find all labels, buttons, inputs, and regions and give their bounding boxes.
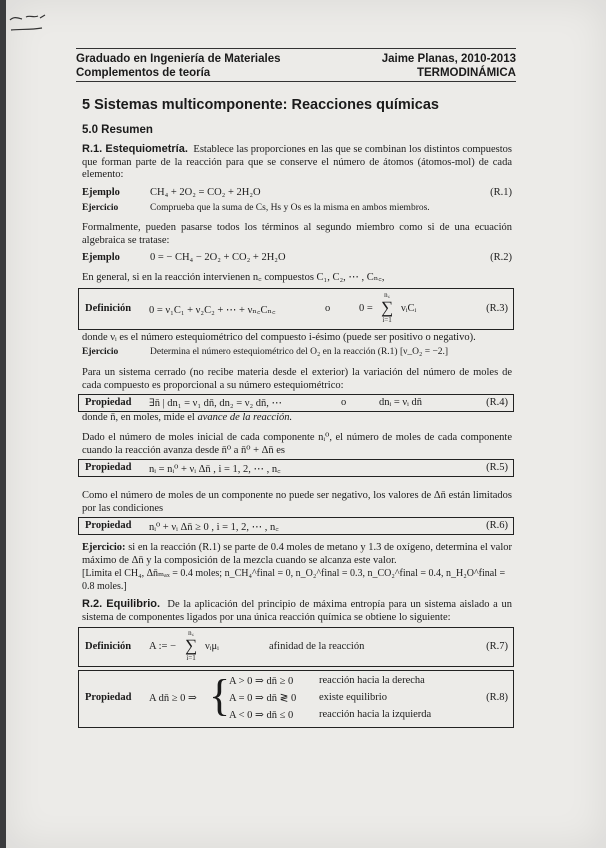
sum-lower-limit-r7: i=1 bbox=[186, 654, 196, 662]
propiedad-label-r8: Propiedad bbox=[85, 692, 132, 703]
eq-ref-r2: (R.2) bbox=[490, 252, 512, 263]
r1-ejemplo2-row bbox=[82, 252, 512, 265]
case-1-text: reacción hacia la derecha bbox=[319, 675, 425, 686]
property-box-r6 bbox=[78, 517, 514, 535]
header-topic: TERMODINÁMICA bbox=[416, 67, 516, 79]
prop-r4-equation-2: dnᵢ = νᵢ dn̄ bbox=[379, 397, 422, 408]
property-box-r8 bbox=[78, 670, 514, 728]
property-box-r5 bbox=[78, 459, 514, 477]
header-program: Graduado en Ingeniería de Materiales bbox=[76, 53, 281, 65]
general-paragraph: En general, si en la reacción intervienen n꜀ compuestos C₁, C₂, ⋯ , Cₙ꜀, bbox=[82, 272, 385, 283]
ejercicio-label: Ejercicio bbox=[82, 203, 119, 213]
formal-paragraph: Formalmente, pueden pasarse todos los términos al segundo miembro como si de una ecuación algebraica se tratase: bbox=[82, 222, 512, 246]
eq-ref-r5: (R.5) bbox=[486, 462, 508, 473]
ejercicio2-label: Ejercicio bbox=[82, 347, 119, 357]
case-1-condition: A > 0 ⇒ dn̄ ≥ 0 bbox=[229, 676, 294, 687]
ejemplo-label: Ejemplo bbox=[82, 187, 120, 198]
left-brace: { bbox=[209, 671, 231, 720]
r1-intro-text: Establece las proporciones en las que se combinan los distintos compuestos que forman parte de la reacción para que se conserve el número de átomos (átomos-mol) de cada elemento: bbox=[82, 144, 512, 180]
document-page bbox=[6, 0, 606, 848]
eq-ref-r8: (R.8) bbox=[486, 692, 508, 703]
r1-ejercicio-row bbox=[82, 202, 512, 215]
donde2-text: donde n̄, en moles, mide el bbox=[82, 412, 198, 423]
header-author-years: Jaime Planas, 2010-2013 bbox=[381, 53, 516, 65]
section-title: 5 Sistemas multicomponente: Reacciones químicas bbox=[82, 97, 439, 113]
def-equation-1: 0 = ν₁C₁ + ν₂C₂ + ⋯ + νₙ꜀Cₙ꜀ bbox=[149, 305, 276, 316]
ejemplo2-label: Ejemplo bbox=[82, 252, 120, 263]
como-paragraph: Como el número de moles de un componente no puede ser negativo, los valores de Δn̄ están limitados por las condiciones bbox=[82, 490, 512, 514]
donde-paragraph: donde νᵢ es el número estequiométrico del compuesto i-ésimo (puede ser positivo o negativo). bbox=[82, 332, 476, 343]
ejemplo2-equation: 0 = − CH₄ − 2O₂ + CO₂ + 2H₂O bbox=[150, 252, 286, 263]
definition-box-r3 bbox=[78, 288, 514, 330]
summation-operator: n꜀ ∑ i=1 bbox=[381, 291, 394, 324]
ejercicio-text: Comprueba que la suma de Cs, Hs y Os es la misma en ambos miembros. bbox=[150, 203, 430, 213]
cerrado-paragraph: Para un sistema cerrado (no recibe materia desde el exterior) la variación del número de moles de cada compuesto es proporcional a su número estequiométrico: bbox=[82, 367, 512, 391]
header-subject: Complementos de teoría bbox=[76, 67, 211, 79]
afinidad-eq-left: A := − bbox=[149, 641, 177, 652]
def-eq2-left: 0 = bbox=[359, 303, 373, 314]
case-3-condition: A < 0 ⇒ dn̄ ≤ 0 bbox=[229, 710, 294, 721]
prop-r4-or: o bbox=[341, 397, 347, 408]
afinidad-text: afinidad de la reacción bbox=[269, 641, 365, 652]
r2-heading: R.2. Equilibrio. bbox=[82, 598, 161, 610]
propiedad-label-r4: Propiedad bbox=[85, 397, 132, 408]
prop-r5-equation: nᵢ = nᵢ⁰ + νᵢ Δn̄ , i = 1, 2, ⋯ , n꜀ bbox=[149, 464, 281, 475]
ejercicio2-row bbox=[82, 346, 512, 359]
donde2-emphasis: avance de la reacción. bbox=[197, 412, 293, 423]
prop-r4-equation: ∃n̄ | dn₁ = ν₁ dn̄, dn₂ = ν₂ dn̄, ⋯ bbox=[149, 398, 283, 409]
afinidad-eq-right: νᵢμᵢ bbox=[205, 641, 219, 652]
r1-ejemplo-row bbox=[82, 187, 512, 200]
sum-lower-limit: i=1 bbox=[382, 316, 392, 324]
definicion-label: Definición bbox=[85, 303, 132, 314]
r2-intro-text: De la aplicación del principio de máxima entropía para un sistema aislado a un sistema de componentes ligados por una única reacción química se obtiene lo siguiente: bbox=[82, 599, 512, 623]
summation-operator-r7: n꜀ ∑ i=1 bbox=[185, 629, 198, 662]
dado-paragraph: Dado el número de moles inicial de cada componente nᵢ⁰, el número de moles de cada componente cuando la reacción avanza desde n̄⁰ a n̄⁰ + Δn̄ es bbox=[82, 432, 512, 456]
header-top-rule bbox=[76, 48, 516, 49]
eq-ref-r1: (R.1) bbox=[490, 187, 512, 198]
r1-intro-paragraph bbox=[82, 143, 512, 182]
header-row-2 bbox=[76, 67, 516, 79]
sum-upper-limit-r7: n꜀ bbox=[188, 629, 195, 637]
r2-intro-paragraph bbox=[82, 598, 512, 624]
definicion-label-r7: Definición bbox=[85, 641, 132, 652]
section-subtitle: 5.0 Resumen bbox=[82, 124, 153, 136]
case-2-condition: A = 0 ⇒ dn̄ ≷ 0 bbox=[229, 693, 297, 704]
header-row-1 bbox=[76, 53, 516, 65]
eq-ref-r6: (R.6) bbox=[486, 520, 508, 531]
ejemplo-equation: CH₄ + 2O₂ = CO₂ + 2H₂O bbox=[150, 187, 261, 198]
ejercicio3-label: Ejercicio: bbox=[82, 542, 126, 553]
prop-r6-equation: nᵢ⁰ + νᵢ Δn̄ ≥ 0 , i = 1, 2, ⋯ , n꜀ bbox=[149, 522, 279, 533]
case-2-text: existe equilibrio bbox=[319, 692, 387, 703]
ejercicio2-text: Determina el número estequiométrico del O₂ en la reacción (R.1) [ν_O₂ = −2.] bbox=[150, 347, 449, 357]
eq-ref-r7: (R.7) bbox=[486, 641, 508, 652]
ejercicio3-answer: [Limita el CH₄, Δn̄ₘₐₓ = 0.4 moles; n_CH₄^final = 0, n_O₂^final = 0.3, n_CO₂^final = 0.4, n_H₂O^final = 0.8 moles.] bbox=[82, 568, 506, 592]
property-box-r4 bbox=[78, 394, 514, 412]
prop-r8-lead: A dn̄ ≥ 0 ⇒ bbox=[149, 693, 197, 704]
definition-box-r7 bbox=[78, 627, 514, 667]
ejercicio3-text: si en la reacción (R.1) se parte de 0.4 moles de metano y 1.3 de oxígeno, determina el valor máximo de Δn̄ y la composición de la mezcla cuando se alcanza este valor. bbox=[82, 542, 513, 566]
propiedad-label-r5: Propiedad bbox=[85, 462, 132, 473]
case-3-text: reacción hacia la izquierda bbox=[319, 709, 432, 720]
eq-ref-r3: (R.3) bbox=[486, 303, 508, 314]
header-bottom-rule bbox=[76, 81, 516, 82]
ejercicio3-paragraph bbox=[82, 542, 512, 567]
sum-upper-limit: n꜀ bbox=[384, 291, 391, 299]
def-eq2-right: νᵢCᵢ bbox=[401, 303, 417, 314]
propiedad-label-r6: Propiedad bbox=[85, 520, 132, 531]
def-or: o bbox=[325, 303, 331, 314]
r1-heading: R.1. Estequiometría. bbox=[82, 143, 188, 155]
pen-mark-scribble bbox=[8, 6, 52, 36]
donde2-paragraph bbox=[82, 412, 512, 425]
eq-ref-r4: (R.4) bbox=[486, 397, 508, 408]
